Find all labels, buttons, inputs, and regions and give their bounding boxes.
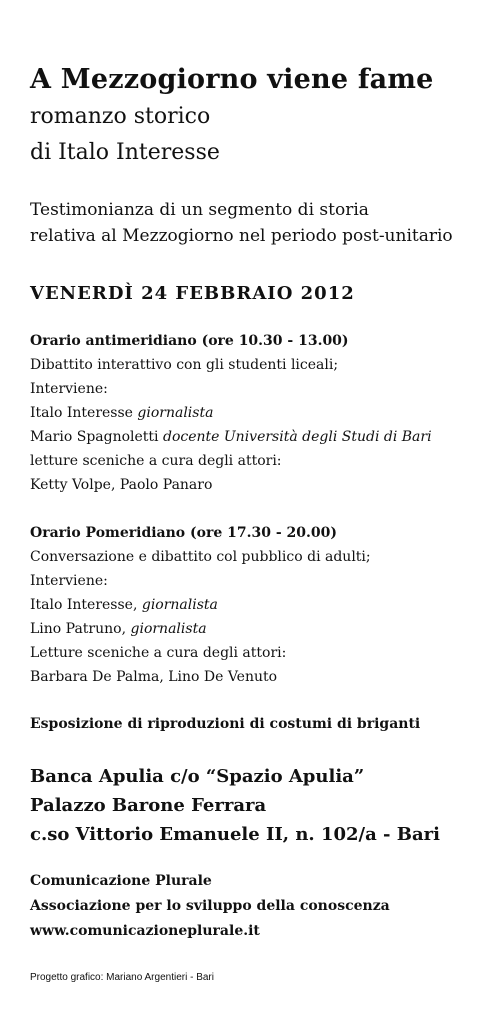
afternoon-line: Interviene: bbox=[30, 573, 108, 589]
speaker-name: Italo Interesse, bbox=[30, 597, 142, 613]
organizer-website: www.comunicazioneplurale.it bbox=[30, 923, 260, 939]
afternoon-line: Letture sceniche a cura degli attori: bbox=[30, 645, 287, 661]
subtitle-genre: romanzo storico bbox=[30, 104, 211, 129]
speaker-role: giornalista bbox=[137, 405, 214, 421]
afternoon-line: Conversazione e dibattito col pubblico di adulti; bbox=[30, 549, 371, 565]
intro-line: Testimonianza di un segmento di storia bbox=[30, 200, 369, 220]
speaker-name: Mario Spagnoletti bbox=[30, 429, 163, 445]
organizer-description: Associazione per lo sviluppo della conoscenza bbox=[30, 898, 390, 914]
afternoon-heading: Orario Pomeridiano (ore 17.30 - 20.00) bbox=[30, 525, 338, 541]
venue-line: c.so Vittorio Emanuele II, n. 102/a - Bari bbox=[30, 824, 440, 845]
venue-line: Palazzo Barone Ferrara bbox=[30, 795, 267, 816]
morning-line: Dibattito interattivo con gli studenti liceali; bbox=[30, 357, 339, 373]
exhibition-note: Esposizione di riproduzioni di costumi di briganti bbox=[30, 716, 421, 732]
speaker-name: Lino Patruno, bbox=[30, 621, 131, 637]
afternoon-line: Barbara De Palma, Lino De Venuto bbox=[30, 669, 278, 685]
organizer-name: Comunicazione Plurale bbox=[30, 873, 212, 889]
intro-line: relativa al Mezzogiorno nel periodo post-unitario bbox=[30, 226, 453, 246]
event-date: VENERDÌ 24 FEBBRAIO 2012 bbox=[30, 283, 355, 304]
morning-line: Interviene: bbox=[30, 381, 108, 397]
speaker-name: Italo Interesse bbox=[30, 405, 138, 421]
venue-line: Banca Apulia c/o “Spazio Apulia” bbox=[30, 766, 365, 787]
afternoon-speaker bbox=[30, 621, 207, 637]
event-title: A Mezzogiorno viene fame bbox=[30, 64, 434, 95]
speaker-role: docente Università degli Studi di Bari bbox=[162, 429, 432, 445]
design-credit: Progetto grafico: Mariano Argentieri - Bari bbox=[30, 972, 214, 983]
speaker-role: giornalista bbox=[130, 621, 207, 637]
morning-line: Ketty Volpe, Paolo Panaro bbox=[30, 477, 213, 493]
subtitle-author: di Italo Interesse bbox=[30, 140, 220, 165]
speaker-role: giornalista bbox=[141, 597, 218, 613]
afternoon-speaker bbox=[30, 597, 218, 613]
morning-speaker bbox=[30, 429, 432, 445]
morning-heading: Orario antimeridiano (ore 10.30 - 13.00) bbox=[30, 333, 349, 349]
morning-line: letture sceniche a cura degli attori: bbox=[30, 453, 282, 469]
morning-speaker bbox=[30, 405, 213, 421]
